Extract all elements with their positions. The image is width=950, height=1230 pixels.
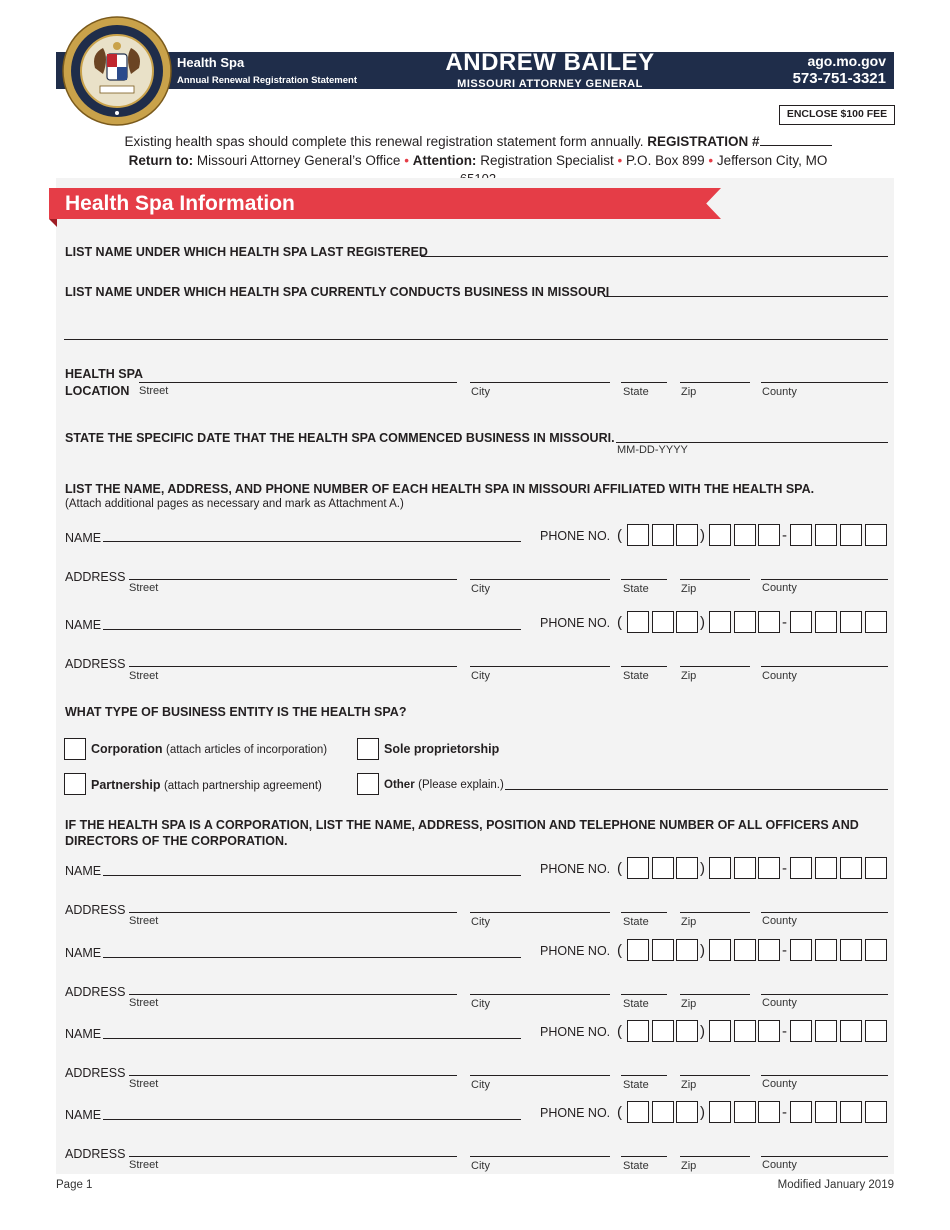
attention-value: Registration Specialist <box>480 153 614 168</box>
dash: - <box>782 614 787 631</box>
open-paren: ( <box>617 1023 622 1040</box>
dash: - <box>782 1023 787 1040</box>
officer-4-phone-digit-2[interactable] <box>652 1101 674 1123</box>
other-note: (Please explain.) <box>418 779 504 791</box>
affiliated-2-phone-digit-1[interactable] <box>627 611 649 633</box>
attorney-general-name: ANDREW BAILEY <box>445 49 655 76</box>
affiliated-1-city-field[interactable] <box>470 579 610 580</box>
zip-caption: Zip <box>681 998 697 1010</box>
form-subtitle: Annual Renewal Registration Statement <box>177 75 358 86</box>
officer-4-zip-field[interactable] <box>680 1156 750 1157</box>
location-state-field[interactable] <box>621 382 667 383</box>
name-label: NAME <box>65 946 102 960</box>
officer-3-street-field[interactable] <box>129 1075 457 1076</box>
county-caption: County <box>762 386 797 398</box>
city-caption: City <box>471 1079 490 1091</box>
open-paren: ( <box>617 614 622 631</box>
name-label: NAME <box>65 531 102 545</box>
officer-2-phone-digit-2[interactable] <box>652 939 674 961</box>
attention-label: Attention: <box>412 153 477 168</box>
affiliated-1-phone-digit-1[interactable] <box>627 524 649 546</box>
officer-4-street-field[interactable] <box>129 1156 457 1157</box>
affiliated-1-zip-field[interactable] <box>680 579 750 580</box>
officer-2-phone-digit-6[interactable] <box>758 939 780 961</box>
other-explain-field[interactable] <box>505 789 888 790</box>
officer-1-phone-digit-8[interactable] <box>815 857 837 879</box>
officer-2-county-field[interactable] <box>761 994 888 995</box>
other-checkbox[interactable] <box>357 773 379 795</box>
partnership-checkbox[interactable] <box>64 773 86 795</box>
officer-1-phone-digit-6[interactable] <box>758 857 780 879</box>
officer-2-zip-field[interactable] <box>680 994 750 995</box>
officer-2-phone-digit-7[interactable] <box>790 939 812 961</box>
officer-2-phone-digit-1[interactable] <box>627 939 649 961</box>
current-name-label: LIST NAME UNDER WHICH HEALTH SPA CURRENTLY CONDUCTS BUSINESS IN MISSOURI <box>65 285 610 299</box>
officer-2-phone-digit-3[interactable] <box>676 939 698 961</box>
officer-2-phone-digit-9[interactable] <box>840 939 862 961</box>
commenced-date-field[interactable] <box>616 442 888 443</box>
address-label: ADDRESS <box>65 657 126 671</box>
officer-1-phone-digit-9[interactable] <box>840 857 862 879</box>
registration-number-field[interactable] <box>760 134 832 146</box>
affiliated-label: LIST THE NAME, ADDRESS, AND PHONE NUMBER OF EACH HEALTH SPA IN MISSOURI AFFILIATED WITH THE HEALTH SPA. <box>65 482 815 496</box>
affiliated-2-phone-digit-10[interactable] <box>865 611 887 633</box>
officer-4-state-field[interactable] <box>621 1156 667 1157</box>
affiliated-2-phone-digit-5[interactable] <box>734 611 756 633</box>
officer-3-phone-digit-10[interactable] <box>865 1020 887 1042</box>
state-caption: State <box>623 916 649 928</box>
street-caption: Street <box>129 915 159 927</box>
office-title: MISSOURI ATTORNEY GENERAL <box>457 78 643 90</box>
close-paren: ) <box>700 942 705 959</box>
commenced-label: STATE THE SPECIFIC DATE THAT THE HEALTH SPA COMMENCED BUSINESS IN MISSOURI. <box>65 431 615 445</box>
page-number: Page 1 <box>56 1179 93 1191</box>
officer-1-street-field[interactable] <box>129 912 457 913</box>
section-title: Health Spa Information <box>65 192 295 215</box>
street-caption: Street <box>129 670 159 682</box>
street-caption: Street <box>129 1159 159 1171</box>
affiliated-1-phone-digit-3[interactable] <box>676 524 698 546</box>
officer-2-city-field[interactable] <box>470 994 610 995</box>
street-caption: Street <box>129 582 159 594</box>
phone-label: PHONE NO. <box>540 616 611 630</box>
current-name-field[interactable] <box>604 296 888 297</box>
zip-caption: Zip <box>681 1160 697 1172</box>
officer-2-state-field[interactable] <box>621 994 667 995</box>
last-registered-label: LIST NAME UNDER WHICH HEALTH SPA LAST REGISTERED <box>65 245 428 259</box>
bullet-separator: • <box>708 153 714 168</box>
zip-caption: Zip <box>681 670 697 682</box>
officer-1-city-field[interactable] <box>470 912 610 913</box>
partnership-note: (attach partnership agreement) <box>163 780 322 792</box>
phone-label: PHONE NO. <box>540 1025 611 1039</box>
officer-4-name-field[interactable] <box>103 1119 521 1120</box>
location-zip-field[interactable] <box>680 382 750 383</box>
affiliated-1-phone-digit-9[interactable] <box>840 524 862 546</box>
officer-2-phone-digit-8[interactable] <box>815 939 837 961</box>
sole-proprietorship-label: Sole proprietorship <box>384 742 500 756</box>
officer-3-phone-digit-4[interactable] <box>709 1020 731 1042</box>
bullet-separator: • <box>617 153 623 168</box>
address-label: ADDRESS <box>65 1147 126 1161</box>
street-caption: Street <box>129 1078 159 1090</box>
officers-label-2: DIRECTORS OF THE CORPORATION. <box>65 834 288 848</box>
corporation-option <box>91 742 327 756</box>
state-caption: State <box>623 583 649 595</box>
officer-4-phone-digit-10[interactable] <box>865 1101 887 1123</box>
dash: - <box>782 942 787 959</box>
affiliated-2-state-field[interactable] <box>621 666 667 667</box>
affiliated-2-city-field[interactable] <box>470 666 610 667</box>
affiliated-2-street-field[interactable] <box>129 666 457 667</box>
dash: - <box>782 860 787 877</box>
return-label: Return to: <box>128 153 194 168</box>
officer-3-phone-digit-5[interactable] <box>734 1020 756 1042</box>
affiliated-note: (Attach additional pages as necessary and mark as Attachment A.) <box>65 498 404 510</box>
affiliated-1-phone-digit-2[interactable] <box>652 524 674 546</box>
close-paren: ) <box>700 527 705 544</box>
officer-1-phone-digit-7[interactable] <box>790 857 812 879</box>
location-county-field[interactable] <box>761 382 888 383</box>
corporation-label: Corporation <box>91 742 163 756</box>
officer-2-street-field[interactable] <box>129 994 457 995</box>
state-caption: State <box>623 670 649 682</box>
affiliated-2-phone-digit-9[interactable] <box>840 611 862 633</box>
affiliated-2-phone-digit-7[interactable] <box>790 611 812 633</box>
current-name-field-cont[interactable] <box>64 339 888 340</box>
affiliated-2-zip-field[interactable] <box>680 666 750 667</box>
city-caption: City <box>471 998 490 1010</box>
officer-1-county-field[interactable] <box>761 912 888 913</box>
other-label: Other <box>384 779 415 791</box>
open-paren: ( <box>617 527 622 544</box>
dash: - <box>782 527 787 544</box>
city-caption: City <box>471 1160 490 1172</box>
street-caption: Street <box>129 997 159 1009</box>
officer-3-phone-digit-3[interactable] <box>676 1020 698 1042</box>
affiliated-1-phone-digit-6[interactable] <box>758 524 780 546</box>
date-format-caption: MM-DD-YYYY <box>617 444 688 456</box>
affiliated-1-name-field[interactable] <box>103 541 521 542</box>
officer-4-city-field[interactable] <box>470 1156 610 1157</box>
officer-1-phone-digit-2[interactable] <box>652 857 674 879</box>
last-registered-field[interactable] <box>421 256 888 257</box>
officer-4-phone-digit-3[interactable] <box>676 1101 698 1123</box>
intro-instructions: Existing health spas should complete this renewal registration statement form annually. <box>124 134 644 149</box>
officer-1-phone-digit-3[interactable] <box>676 857 698 879</box>
officer-3-phone-digit-9[interactable] <box>840 1020 862 1042</box>
officer-3-phone-digit-1[interactable] <box>627 1020 649 1042</box>
affiliated-1-phone-digit-7[interactable] <box>790 524 812 546</box>
city-caption: City <box>471 670 490 682</box>
city-caption: City <box>471 583 490 595</box>
state-caption: State <box>623 998 649 1010</box>
registration-label: REGISTRATION # <box>647 134 760 149</box>
location-label-1: HEALTH SPA <box>65 367 144 381</box>
officer-1-phone-digit-10[interactable] <box>865 857 887 879</box>
dash: - <box>782 1104 787 1121</box>
street-caption: Street <box>139 385 169 397</box>
city-caption: City <box>471 386 490 398</box>
officer-4-phone-digit-9[interactable] <box>840 1101 862 1123</box>
zip-caption: Zip <box>681 1079 697 1091</box>
partnership-option <box>91 778 322 792</box>
close-paren: ) <box>700 614 705 631</box>
officer-1-state-field[interactable] <box>621 912 667 913</box>
name-label: NAME <box>65 1027 102 1041</box>
officer-2-name-field[interactable] <box>103 957 521 958</box>
po-box: P.O. Box 899 <box>626 153 705 168</box>
close-paren: ) <box>700 860 705 877</box>
address-label: ADDRESS <box>65 1066 126 1080</box>
officer-3-state-field[interactable] <box>621 1075 667 1076</box>
phone-label: PHONE NO. <box>540 1106 611 1120</box>
location-label-2: LOCATION <box>65 384 130 398</box>
officer-3-zip-field[interactable] <box>680 1075 750 1076</box>
open-paren: ( <box>617 860 622 877</box>
bullet-separator: • <box>404 153 409 168</box>
affiliated-2-phone-digit-6[interactable] <box>758 611 780 633</box>
officer-4-county-field[interactable] <box>761 1156 888 1157</box>
affiliated-2-county-field[interactable] <box>761 666 888 667</box>
officer-4-phone-digit-6[interactable] <box>758 1101 780 1123</box>
corporation-checkbox[interactable] <box>64 738 86 760</box>
officer-3-city-field[interactable] <box>470 1075 610 1076</box>
affiliated-1-state-field[interactable] <box>621 579 667 580</box>
zip-caption: Zip <box>681 386 697 398</box>
state-caption: State <box>623 1160 649 1172</box>
city-caption: City <box>471 916 490 928</box>
officer-3-county-field[interactable] <box>761 1075 888 1076</box>
open-paren: ( <box>617 942 622 959</box>
close-paren: ) <box>700 1023 705 1040</box>
intro-line-1 <box>60 134 896 149</box>
affiliated-2-phone-digit-4[interactable] <box>709 611 731 633</box>
officer-2-phone-digit-4[interactable] <box>709 939 731 961</box>
officer-1-phone-digit-4[interactable] <box>709 857 731 879</box>
sole-proprietorship-checkbox[interactable] <box>357 738 379 760</box>
affiliated-1-phone-digit-10[interactable] <box>865 524 887 546</box>
county-caption: County <box>762 582 797 594</box>
corporation-note: (attach articles of incorporation) <box>166 744 328 756</box>
affiliated-2-phone-digit-2[interactable] <box>652 611 674 633</box>
name-label: NAME <box>65 1108 102 1122</box>
affiliated-1-county-field[interactable] <box>761 579 888 580</box>
city-state: Jefferson City, MO <box>716 153 828 168</box>
officers-label-1: IF THE HEALTH SPA IS A CORPORATION, LIST THE NAME, ADDRESS, POSITION AND TELEPHONE NUMBER OF ALL OFFICERS AND <box>65 818 859 832</box>
address-label: ADDRESS <box>65 570 126 584</box>
state-caption: State <box>623 386 649 398</box>
location-city-field[interactable] <box>470 382 610 383</box>
affiliated-2-phone-digit-3[interactable] <box>676 611 698 633</box>
officer-3-name-field[interactable] <box>103 1038 521 1039</box>
affiliated-1-phone-digit-8[interactable] <box>815 524 837 546</box>
form-title: Health Spa <box>177 55 245 70</box>
return-address: Missouri Attorney General’s Office <box>196 153 401 168</box>
affiliated-1-phone-digit-4[interactable] <box>709 524 731 546</box>
officer-1-zip-field[interactable] <box>680 912 750 913</box>
county-caption: County <box>762 670 797 682</box>
officer-3-phone-digit-6[interactable] <box>758 1020 780 1042</box>
affiliated-2-phone-digit-8[interactable] <box>815 611 837 633</box>
officer-1-phone-digit-5[interactable] <box>734 857 756 879</box>
officer-1-phone-digit-1[interactable] <box>627 857 649 879</box>
close-paren: ) <box>700 1104 705 1121</box>
county-caption: County <box>762 1078 797 1090</box>
zip-caption: Zip <box>681 583 697 595</box>
county-caption: County <box>762 915 797 927</box>
affiliated-1-street-field[interactable] <box>129 579 457 580</box>
officer-2-phone-digit-5[interactable] <box>734 939 756 961</box>
partnership-label: Partnership <box>91 778 161 792</box>
officer-3-phone-digit-7[interactable] <box>790 1020 812 1042</box>
phone-label: PHONE NO. <box>540 944 611 958</box>
officer-4-phone-digit-7[interactable] <box>790 1101 812 1123</box>
office-phone: 573-751-3321 <box>792 70 886 87</box>
address-label: ADDRESS <box>65 985 126 999</box>
officer-4-phone-digit-8[interactable] <box>815 1101 837 1123</box>
state-caption: State <box>623 1079 649 1091</box>
phone-label: PHONE NO. <box>540 529 611 543</box>
affiliated-1-phone-digit-5[interactable] <box>734 524 756 546</box>
website-link[interactable]: ago.mo.gov <box>807 53 886 69</box>
officer-4-phone-digit-5[interactable] <box>734 1101 756 1123</box>
location-street-field[interactable] <box>139 382 457 383</box>
officer-4-phone-digit-4[interactable] <box>709 1101 731 1123</box>
zip-caption: Zip <box>681 916 697 928</box>
officer-3-phone-digit-8[interactable] <box>815 1020 837 1042</box>
intro-line-2 <box>60 153 896 168</box>
phone-label: PHONE NO. <box>540 862 611 876</box>
fee-notice: ENCLOSE $100 FEE <box>779 105 895 125</box>
affiliated-2-name-field[interactable] <box>103 629 521 630</box>
officer-1-name-field[interactable] <box>103 875 521 876</box>
seal-icon <box>62 16 172 126</box>
address-label: ADDRESS <box>65 903 126 917</box>
officer-2-phone-digit-10[interactable] <box>865 939 887 961</box>
other-option <box>384 777 504 791</box>
name-label: NAME <box>65 618 102 632</box>
open-paren: ( <box>617 1104 622 1121</box>
modified-date: Modified January 2019 <box>777 1179 894 1191</box>
name-label: NAME <box>65 864 102 878</box>
county-caption: County <box>762 997 797 1009</box>
officer-3-phone-digit-2[interactable] <box>652 1020 674 1042</box>
county-caption: County <box>762 1159 797 1171</box>
officer-4-phone-digit-1[interactable] <box>627 1101 649 1123</box>
entity-question: WHAT TYPE OF BUSINESS ENTITY IS THE HEALTH SPA? <box>65 705 407 719</box>
